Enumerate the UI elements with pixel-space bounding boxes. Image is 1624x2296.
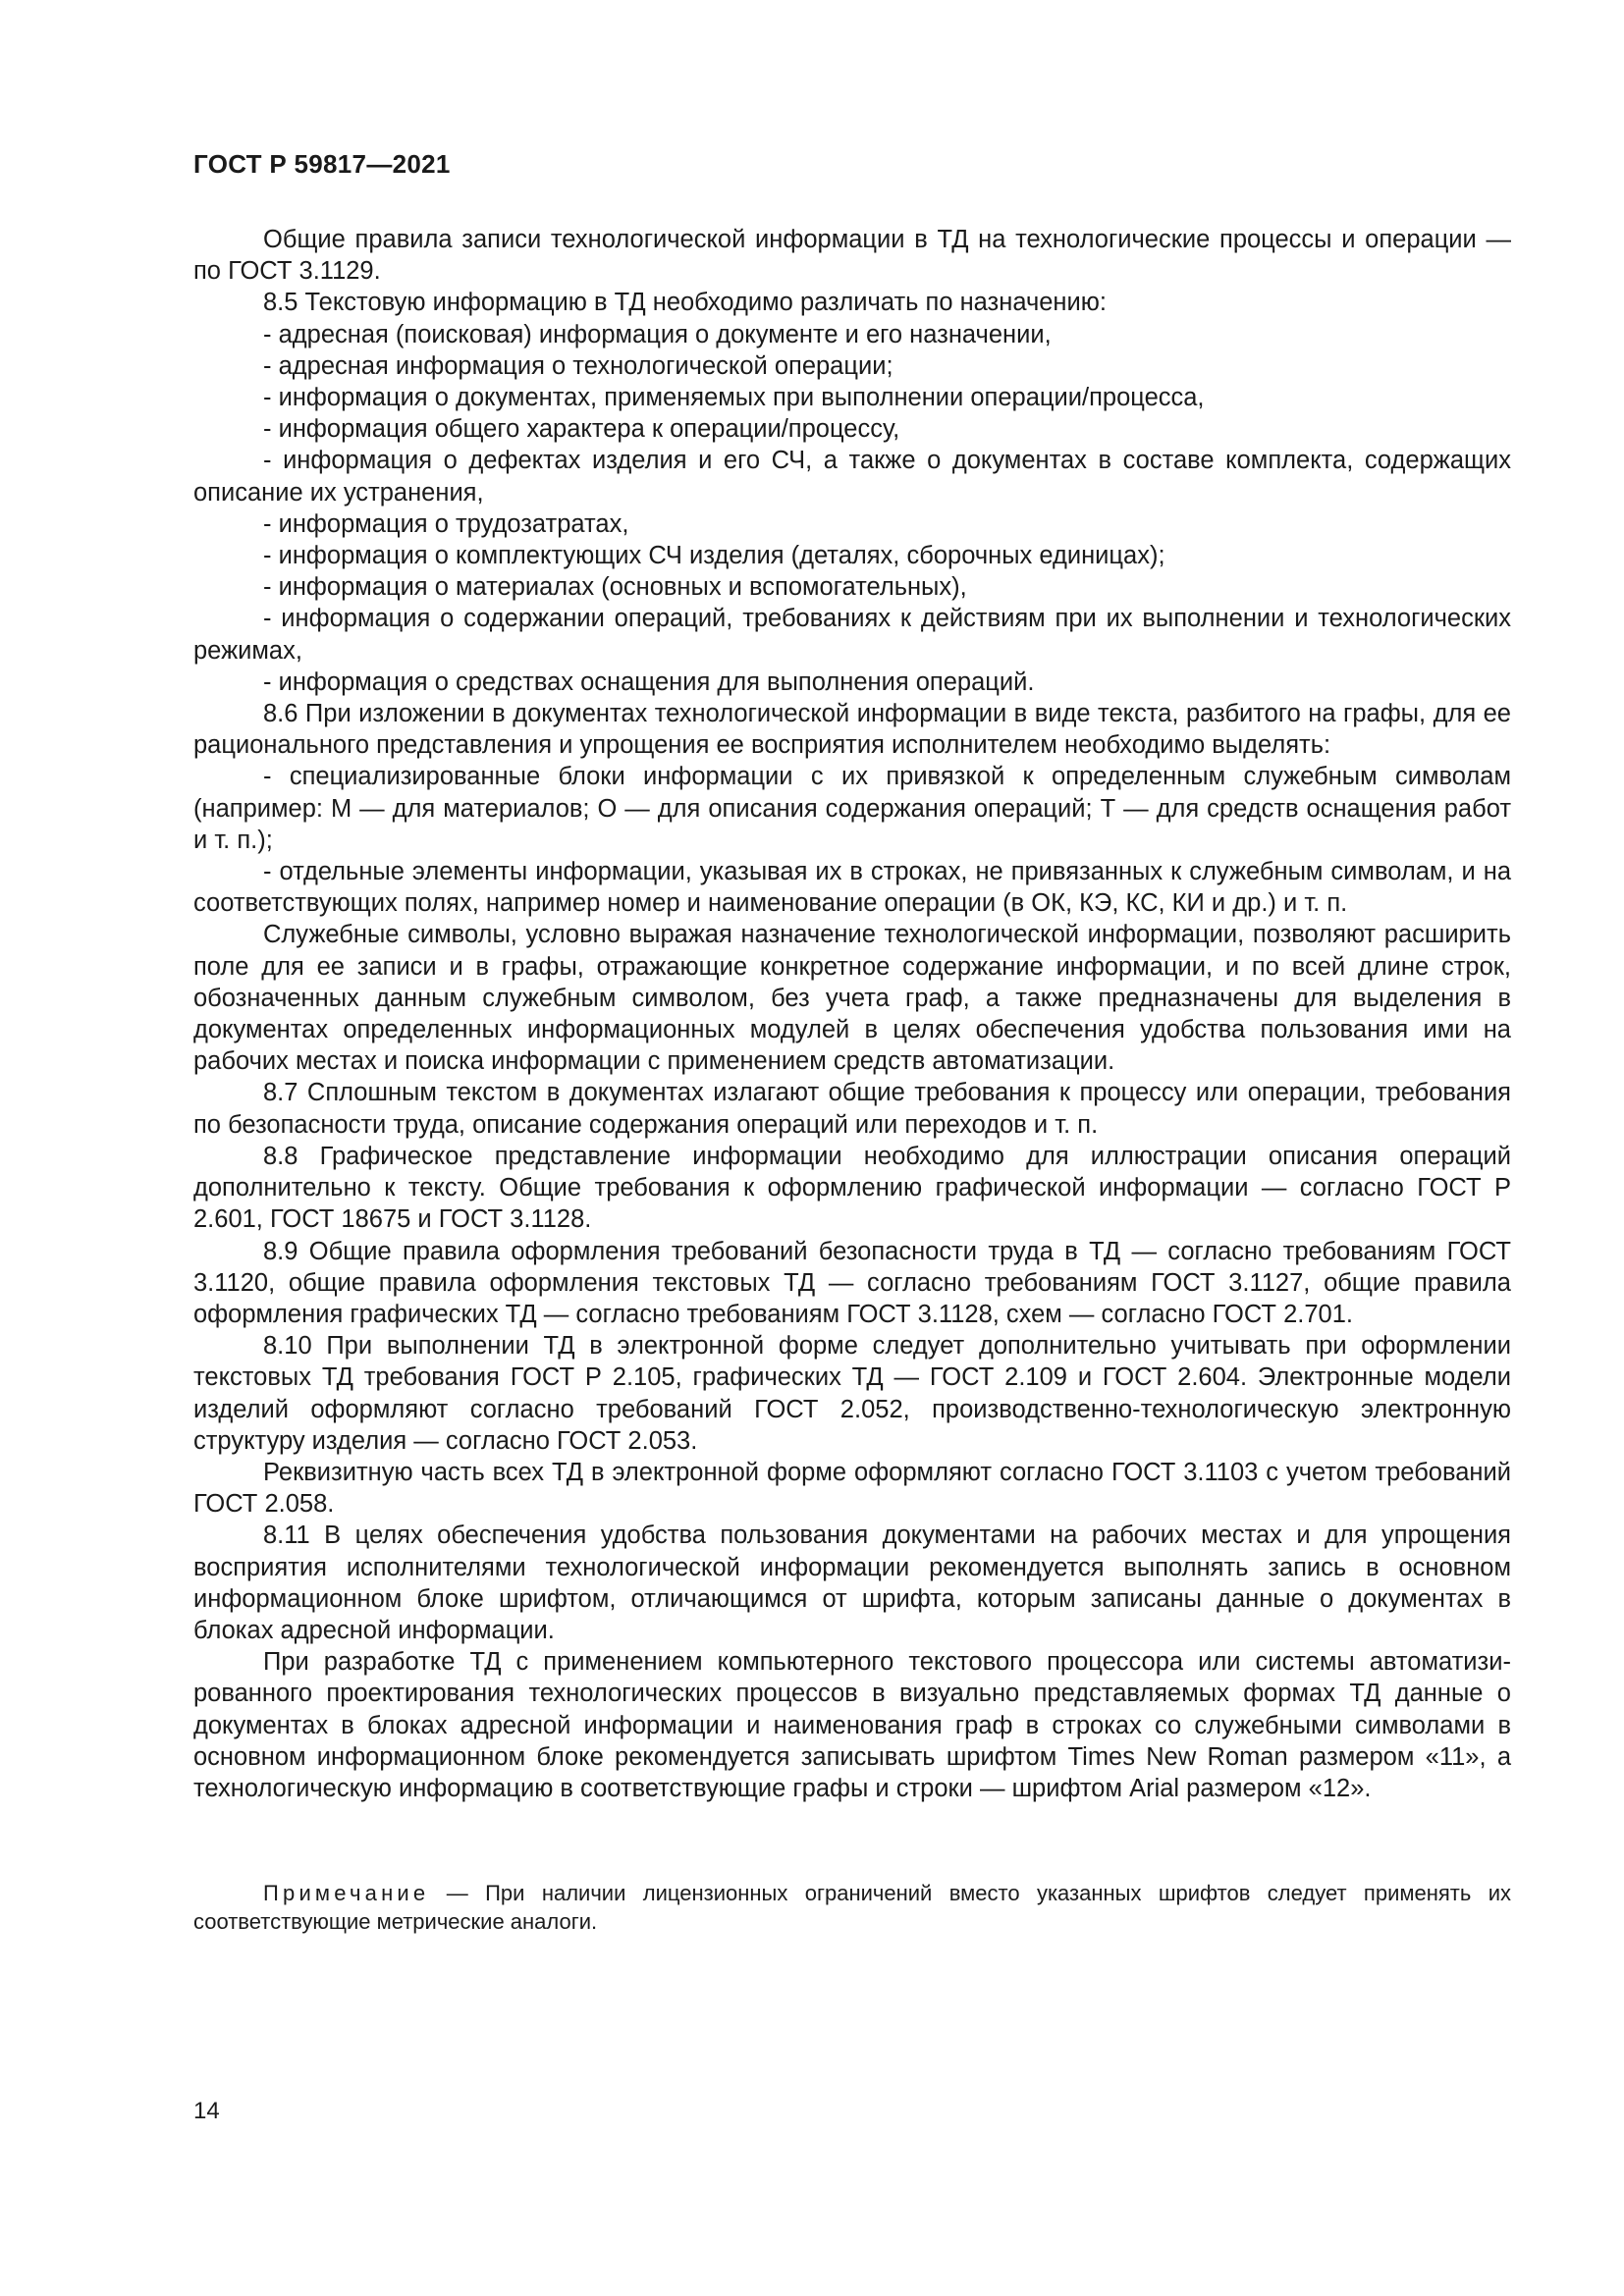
paragraph: 8.7 Сплошным текстом в документах излагают общие требования к процессу или операции, требования по безопасности труда, описание содержания операций или переходов и т. п. <box>193 1079 1511 1139</box>
note-text: — При наличии лицензионных ограничений вместо указанных шрифтов следует применять их соответствующие метрические аналоги. <box>193 1881 1511 1934</box>
paragraph: Реквизитную часть всех ТД в электронной форме оформляют согласно ГОСТ 3.1103 с учетом требований ГОСТ 2.058. <box>193 1458 1511 1519</box>
list-item: - информация о средствах оснащения для выполнения операций. <box>263 667 1035 696</box>
list-item: - информация о трудозатратах, <box>263 509 629 538</box>
list-item: - информация о материалах (основных и вспомогательных), <box>263 573 967 602</box>
paragraph: 8.10 При выполнении ТД в электронной форме следует дополнительно учитывать при оформлении текстовых ТД требования ГОСТ Р 2.105, графических ТД — ГОСТ 2.109 и ГОСТ 2.604. Электронные модели изделий оформляют согласно требований ГОСТ 2.052, производственно-технологическую электронную структуру изделия — согласно ГОСТ 2.053. <box>193 1332 1511 1455</box>
paragraph: Общие правила записи технологической информации в ТД на технологические процессы и операции — по ГОСТ 3.1129. <box>193 226 1511 286</box>
paragraph: 8.11 В целях обеспечения удобства пользования документами на рабочих местах и для упрощения восприятия исполнителями технологической информации рекомендуется выполнять запись в основном информационном блоке шрифтом, отличающимся от шрифта, которым записаны данные о документах в блоках адресной информации. <box>193 1522 1511 1644</box>
list-item: - адресная (поисковая) информация о документе и его назначении, <box>263 320 1052 348</box>
note-block <box>193 1879 1511 1936</box>
list-item: - информация о содержании операций, требованиях к действиям при их выполнении и технологических режимах, <box>193 605 1511 665</box>
list-item: - информация общего характера к операции/процессу, <box>263 415 900 444</box>
list-item: - информация о документах, применяемых при выполнении операции/процесса, <box>263 384 1205 412</box>
document-header: ГОСТ Р 59817—2021 <box>193 149 451 179</box>
list-item: - информация о комплектующих СЧ изделия (деталях, сборочных единицах); <box>263 542 1165 570</box>
list-item: - адресная информация о технологической операции; <box>263 351 893 380</box>
paragraph: 8.6 При изложении в документах технологической информации в виде текста, разбитого на графы, для ее рационального представления и упрощения ее восприятия исполнителем необходимо выделять: <box>193 700 1511 760</box>
list-item: - специализированные блоки информации с их привязкой к определенным служебным символам (например: М — для материалов; О — для описания содержания операций; Т — для средств оснащения работ и т. п.); <box>193 763 1511 854</box>
paragraph: 8.8 Графическое представление информации необходимо для иллюстрации описания операций дополнительно к тексту. Общие требования к оформлению графической информации — согласно ГОСТ Р 2.601, ГОСТ 18675 и ГОСТ 3.1128. <box>193 1142 1511 1234</box>
paragraph: 8.9 Общие правила оформления требований безопасности труда в ТД — согласно требованиям ГОСТ 3.1120, общие правила оформления текстовых ТД — согласно требованиям ГОСТ 3.1127, общие правила оформления графических ТД — согласно требованиям ГОСТ 3.1128, схем — согласно ГОСТ 2.701. <box>193 1237 1511 1328</box>
note-label: Примечание <box>263 1881 430 1905</box>
document-body <box>193 224 1511 1804</box>
page-number: 14 <box>193 2098 220 2124</box>
paragraph: При разработке ТД с применением компьютерного текстового процессора или системы автоматизированного проектирования технологических процессов в визуально представляемых формах ТД данные о документах в блоках адресной информации и наименования граф в строках со служебными символами в основном информационном блоке рекомендуется записывать шрифтом Times New Roman размером «11», а технологическую информацию в соответствующие графы и строки — шрифтом Arial размером «12». <box>193 1648 1511 1802</box>
list-item: - информация о дефектах изделия и его СЧ, а также о документах в составе комплекта, содержащих описание их устранения, <box>193 447 1511 507</box>
note-paragraph <box>193 1879 1511 1936</box>
paragraph: 8.5 Текстовую информацию в ТД необходимо различать по назначению: <box>263 289 1107 317</box>
list-item: - отдельные элементы информации, указывая их в строках, не привязанных к служебным символам, и на соответствующих полях, например номер и наименование операции (в ОК, КЭ, КС, КИ и др.) и т. п. <box>193 858 1511 918</box>
paragraph: Служебные символы, условно выражая назначение технологической информации, позволяют расширить поле для ее записи и в графы, отражающие конкретное содержание информации, и по всей длине строк, обозначенных данным служебным символом, без учета граф, а также предназначены для выделения в документах определенных информационных модулей в целях обеспечения удобства пользования ими на рабочих местах и поиска информации с применением средств автоматизации. <box>193 921 1511 1076</box>
